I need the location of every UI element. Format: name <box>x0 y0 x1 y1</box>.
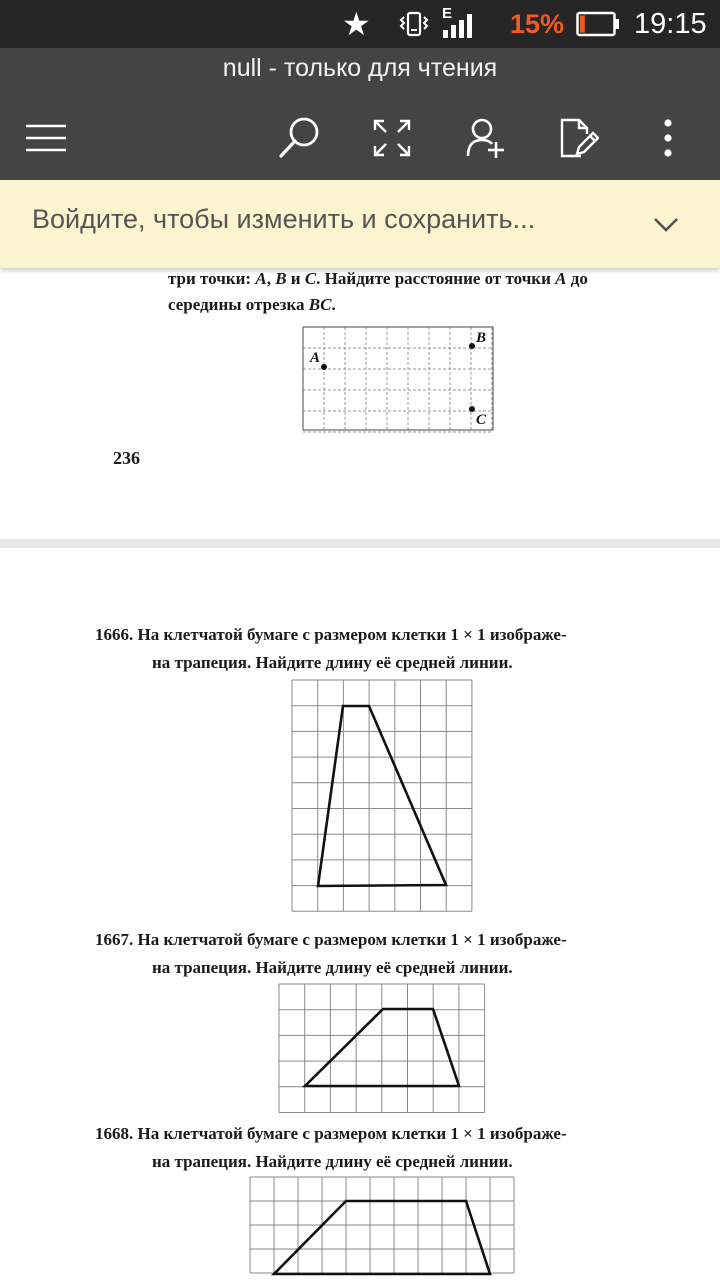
grid-lines <box>279 984 485 1113</box>
points-grid-figure <box>300 324 500 434</box>
star-icon: ★ <box>342 5 371 43</box>
problem-1667-line2: на трапеция. Найдите длину её средней линии. <box>152 958 513 977</box>
point-b-label: B <box>476 330 487 346</box>
network-type-label: E <box>442 5 453 22</box>
page-number: 236 <box>113 448 140 468</box>
edit-document-icon <box>557 116 599 160</box>
status-bar <box>0 0 720 48</box>
app-toolbar <box>0 48 720 180</box>
problem-text-line: середины отрезка BC. <box>168 295 336 314</box>
sign-in-banner-text: Войдите, чтобы изменить и сохранить... <box>32 204 536 234</box>
search-button[interactable] <box>272 110 328 166</box>
search-icon <box>277 115 323 161</box>
more-vertical-icon <box>662 118 674 158</box>
problem-1668-line1: 1668. На клетчатой бумаге с размером клетки 1 × 1 изображе- <box>95 1124 567 1143</box>
problem-text-line: три точки: A, B и C. Найдите расстояние от точки A до <box>168 269 588 288</box>
grid-lines <box>303 327 492 432</box>
trapezoid-1668 <box>274 1201 490 1274</box>
grid-border <box>303 327 493 430</box>
trapezoid-figure-1667 <box>276 981 488 1115</box>
trapezoid-figure-1668 <box>249 1176 517 1280</box>
trapezoid-figure-1666 <box>289 679 475 915</box>
point-c <box>469 406 475 412</box>
share-people-button[interactable] <box>458 110 514 166</box>
point-a-label: A <box>310 350 321 366</box>
signal-icon <box>440 0 474 48</box>
point-c-label: C <box>476 412 487 428</box>
problem-1666-line1: 1666. На клетчатой бумаге с размером клетки 1 × 1 изображе- <box>95 625 567 644</box>
clock: 19:15 <box>634 7 707 40</box>
problem-1667-line1: 1667. На клетчатой бумаге с размером клетки 1 × 1 изображе- <box>95 930 567 949</box>
menu-icon <box>24 123 68 153</box>
sign-in-banner[interactable] <box>0 180 720 268</box>
edit-button[interactable] <box>550 110 606 166</box>
document-viewer[interactable] <box>0 268 720 1280</box>
point-b <box>469 343 475 349</box>
chevron-down-icon[interactable] <box>648 206 684 242</box>
more-options-button[interactable] <box>640 110 696 166</box>
add-person-icon <box>464 116 508 160</box>
fullscreen-button[interactable] <box>364 110 420 166</box>
battery-percent: 15% <box>510 8 565 39</box>
point-a <box>321 364 327 370</box>
document-title: null - только для чтения <box>222 54 498 82</box>
problem-1668-line2: на трапеция. Найдите длину её средней линии. <box>152 1152 513 1171</box>
vibrate-icon <box>398 0 430 48</box>
trapezoid-1666 <box>318 706 446 886</box>
fullscreen-icon <box>372 118 412 158</box>
problem-1666-line2: на трапеция. Найдите длину её средней линии. <box>152 653 513 672</box>
battery-icon <box>576 0 620 48</box>
menu-button[interactable] <box>18 110 74 166</box>
page-separator <box>0 539 720 548</box>
